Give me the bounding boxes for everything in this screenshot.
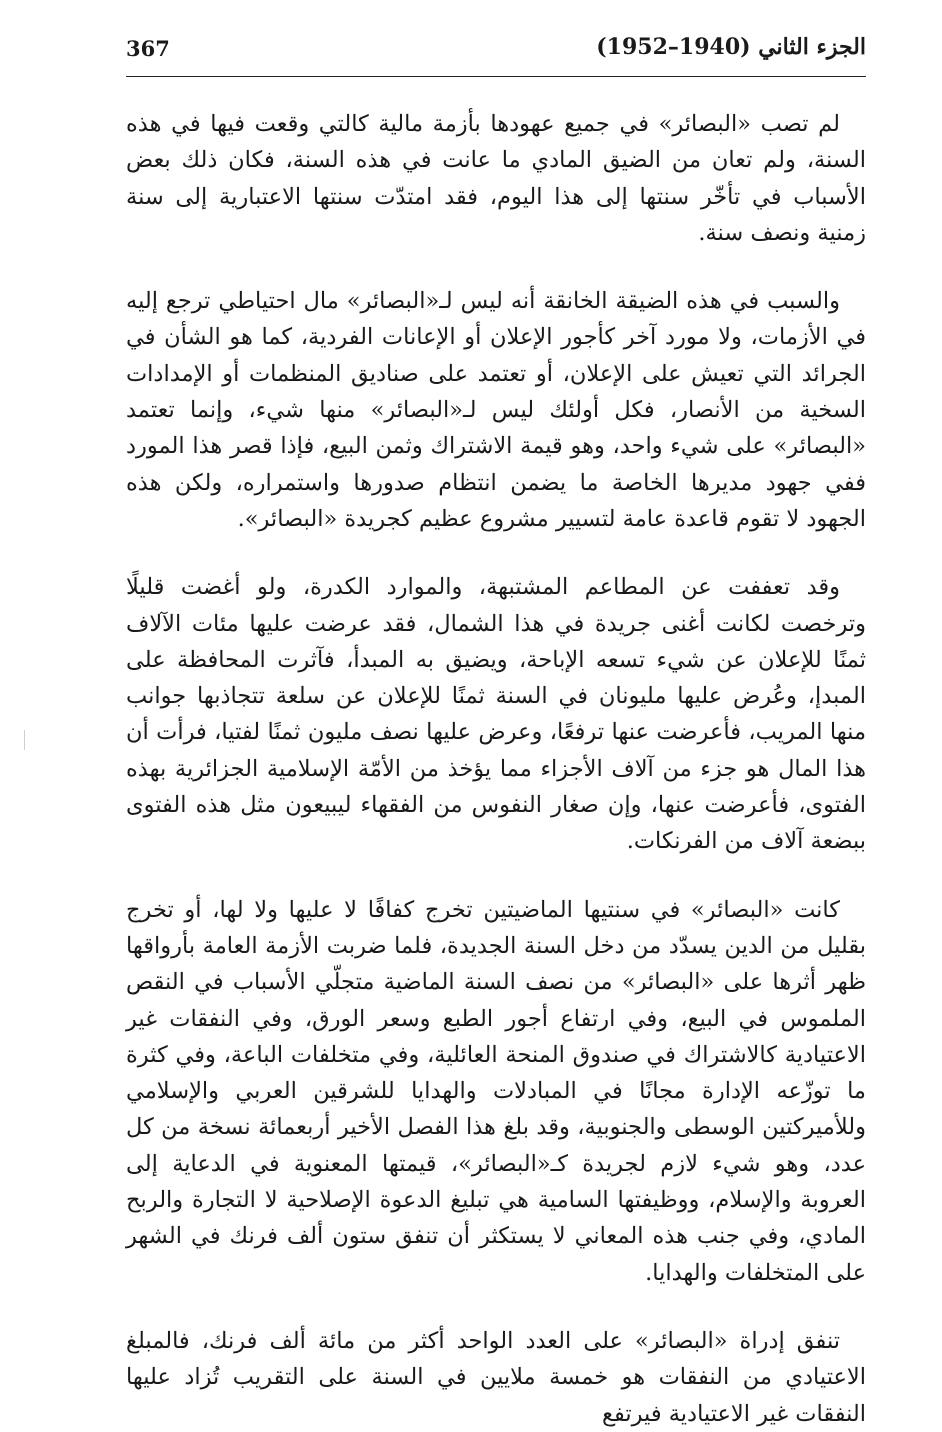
paragraph-2: والسبب في هذه الضيقة الخانقة أنه ليس لـ«البصائر» مال احتياطي ترجع إليه في الأزمات، ولا مورد آخر كأجور الإعلان أو الإعانات الفردية، كما هو الشأن في الجرائد التي تعيش على الإعلان، أو تعتمد على صناديق المنظمات أو الإمدادات السخية من الأنصار، فكل أولئك ليس لـ«البصائر» منها شيء، وإنما تعتمد «البصائر» على شيء واحد، وهو قيمة الاشتراك وثمن البيع، فإذا قصر هذا المورد ففي جهود مديرها الخاصة ما يضمن انتظام صدورها واستمراره، ولكن هذه الجهود لا تقوم قاعدة عامة لتسيير مشروع عظيم كجريدة «البصائر». bbox=[126, 288, 866, 532]
body-text bbox=[126, 106, 866, 1432]
running-title: الجزء الثاني (1940–1952) bbox=[596, 34, 866, 60]
paragraph-3: وقد تعففت عن المطاعم المشتبهة، والموارد الكدرة، ولو أغضت قليلًا وترخصت لكانت أغنى جريدة في هذا الشمال، فقد عرضت عليها مئات الآلاف ثمنًا للإعلان عن شيء تسعه الإباحة، ويضيق به المبدأ، فآثرت المحافظة على المبدإ، وعُرض عليها مليونان في السنة ثمنًا للإعلان عن سلعة تتجاذبها جوانب منها المريب، فأعرضت عنها ترفعًا، وعرض عليها نصف مليون ثمنًا لفتيا، فرأت أن هذا المال هو جزء من آلاف الأجزاء مما يؤخذ من الأمّة الإسلامية الجزائرية بهذه الفتوى، فأعرضت عنها، وإن صغار النفوس من الفقهاء ليبيعون مثل هذه الفتوى ببضعة آلاف من الفرنكات. bbox=[126, 574, 866, 855]
paragraph-4: كانت «البصائر» في سنتيها الماضيتين تخرج كفافًا لا عليها ولا لها، أو تخرج بقليل من الدين يسدّد من دخل السنة الجديدة، فلما ضربت الأزمة العامة بأرواقها ظهر أثرها على «البصائر» من نصف السنة الماضية متجلّي الأسباب في النقص الملموس في البيع، وفي ارتفاع أجور الطبع وسعر الورق، وفي النفقات غير الاعتيادية كالاشتراك في صندوق المنحة العائلية، وفي متخلفات الباعة، وفي كثرة ما توزّعه الإدارة مجانًا في المبادلات والهدايا للشرقين العربي والإسلامي وللأميركتين الوسطى والجنوبية، وقد بلغ هذا الفصل الأخير أربعمائة نسخة من كل عدد، وهو شيء لازم لجريدة كـ«البصائر»، قيمتها المعنوية في الدعاية إلى العروبة والإسلام، ووظيفتها السامية هي تبليغ الدعوة الإصلاحية لا التجارة والربح المادي، وفي جنب هذه المعاني لا يستكثر أن تنفق ستون ألف فرنك في الشهر على المتخلفات والهدايا. bbox=[126, 896, 866, 1286]
paragraph-5: تنفق إدراة «البصائر» على العدد الواحد أكثر من مائة ألف فرنك، فالمبلغ الاعتيادي من النفقات هو خمسة ملايين في السنة على التقريب تُزاد عليها النفقات غير الاعتيادية فيرتفع bbox=[126, 1327, 866, 1427]
header-divider bbox=[126, 76, 866, 77]
margin-mark bbox=[24, 730, 25, 750]
page-number: 367 bbox=[126, 36, 170, 61]
paragraph-1: لم تصب «البصائر» في جميع عهودها بأزمة مالية كالتي وقعت فيها في هذه السنة، ولم تعان من الضيق المادي ما عانت في هذه السنة، فكان ذلك بعض الأسباب في تأخّر سنتها إلى هذا اليوم، فقد امتدّت سنتها الاعتبارية إلى سنة زمنية ونصف سنة. bbox=[126, 111, 866, 246]
running-header bbox=[126, 34, 866, 70]
